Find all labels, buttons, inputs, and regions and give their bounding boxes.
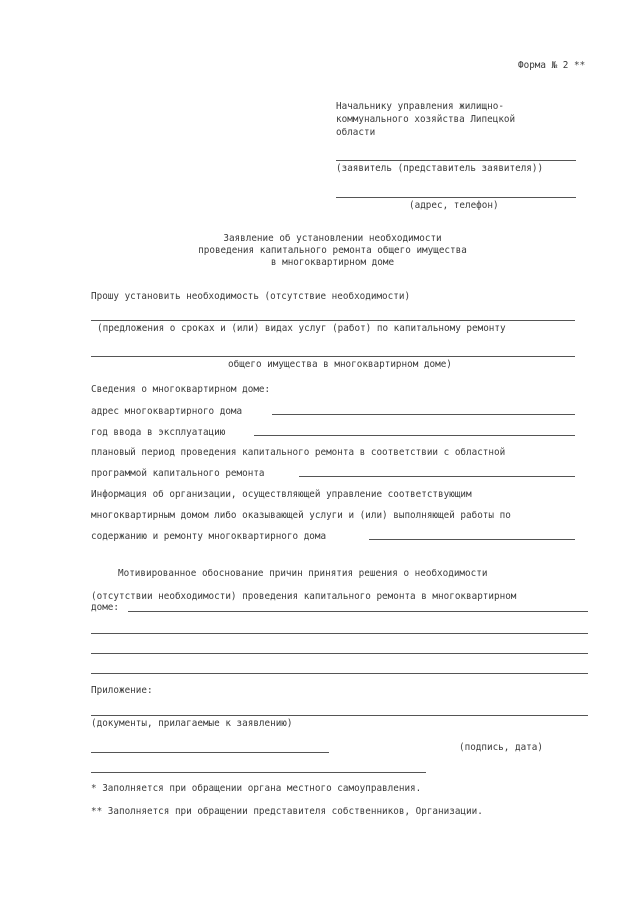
signature-caption: (подпись, дата) <box>459 742 543 753</box>
footnote-1: * Заполняется при обращении органа местного самоуправления. <box>91 783 422 794</box>
request-field-line-1[interactable] <box>91 320 575 321</box>
org-line-1: Информация об организации, осуществляющей управление соответствующим <box>91 489 472 500</box>
title-line-3: в многоквартирном доме <box>270 257 395 268</box>
justification-field-2[interactable] <box>91 633 588 634</box>
footnote-2: ** Заполняется при обращении представителя собственников, Организации. <box>91 806 483 817</box>
org-line-3: содержанию и ремонту многоквартирного дома <box>91 531 327 542</box>
justification-field-1[interactable] <box>128 611 588 612</box>
building-address-field[interactable] <box>272 414 575 415</box>
request-caption-1: (предложения о сроках и (или) видах услуг (работ) по капитальному ремонту <box>97 323 506 334</box>
org-field[interactable] <box>369 539 575 540</box>
address-caption: (адрес, телефон) <box>409 200 499 211</box>
footnote-divider <box>91 772 426 773</box>
period-field[interactable] <box>299 476 575 477</box>
justification-field-3[interactable] <box>91 653 588 654</box>
signature-field[interactable] <box>91 752 329 753</box>
title-line-1: Заявление об установлении необходимости <box>223 233 442 244</box>
justification-line-2: (отсутствии необходимости) проведения капитального ремонта в многоквартирном <box>91 591 517 602</box>
justification-line-3: доме: <box>91 602 119 613</box>
year-label: год ввода в эксплуатацию <box>91 427 226 438</box>
year-field[interactable] <box>254 435 575 436</box>
applicant-caption: (заявитель (представитель заявителя)) <box>336 163 544 174</box>
period-line-2: программой капитального ремонта <box>91 468 265 479</box>
building-address-label: адрес многоквартирного дома <box>91 406 243 417</box>
attachment-caption: (документы, прилагаемые к заявлению) <box>91 718 293 729</box>
justification-line-1: Мотивированное обоснование причин принятия решения о необходимости <box>118 568 488 579</box>
applicant-field-line[interactable] <box>336 160 576 161</box>
request-field-line-2[interactable] <box>91 356 575 357</box>
form-number: Форма № 2 ** <box>518 60 586 71</box>
request-caption-2: общего имущества в многоквартирном доме) <box>228 359 452 370</box>
attachment-label: Приложение: <box>91 685 153 696</box>
addressee-line-1: Начальнику управления жилищно- <box>336 101 504 112</box>
justification-field-4[interactable] <box>91 673 588 674</box>
request-text: Прошу установить необходимость (отсутствие необходимости) <box>91 291 411 302</box>
period-line-1: плановый период проведения капитального ремонта в соответствии с областной <box>91 447 506 458</box>
title-line-2: проведения капитального ремонта общего имущества <box>198 245 467 256</box>
building-info-heading: Сведения о многоквартирном доме: <box>91 384 271 395</box>
address-field-line[interactable] <box>336 197 576 198</box>
attachment-field[interactable] <box>91 715 588 716</box>
addressee-line-3: области <box>336 127 376 138</box>
addressee-line-2: коммунального хозяйства Липецкой <box>336 114 516 125</box>
org-line-2: многоквартирным домом либо оказывающей услуги и (или) выполняющей работы по <box>91 510 511 521</box>
